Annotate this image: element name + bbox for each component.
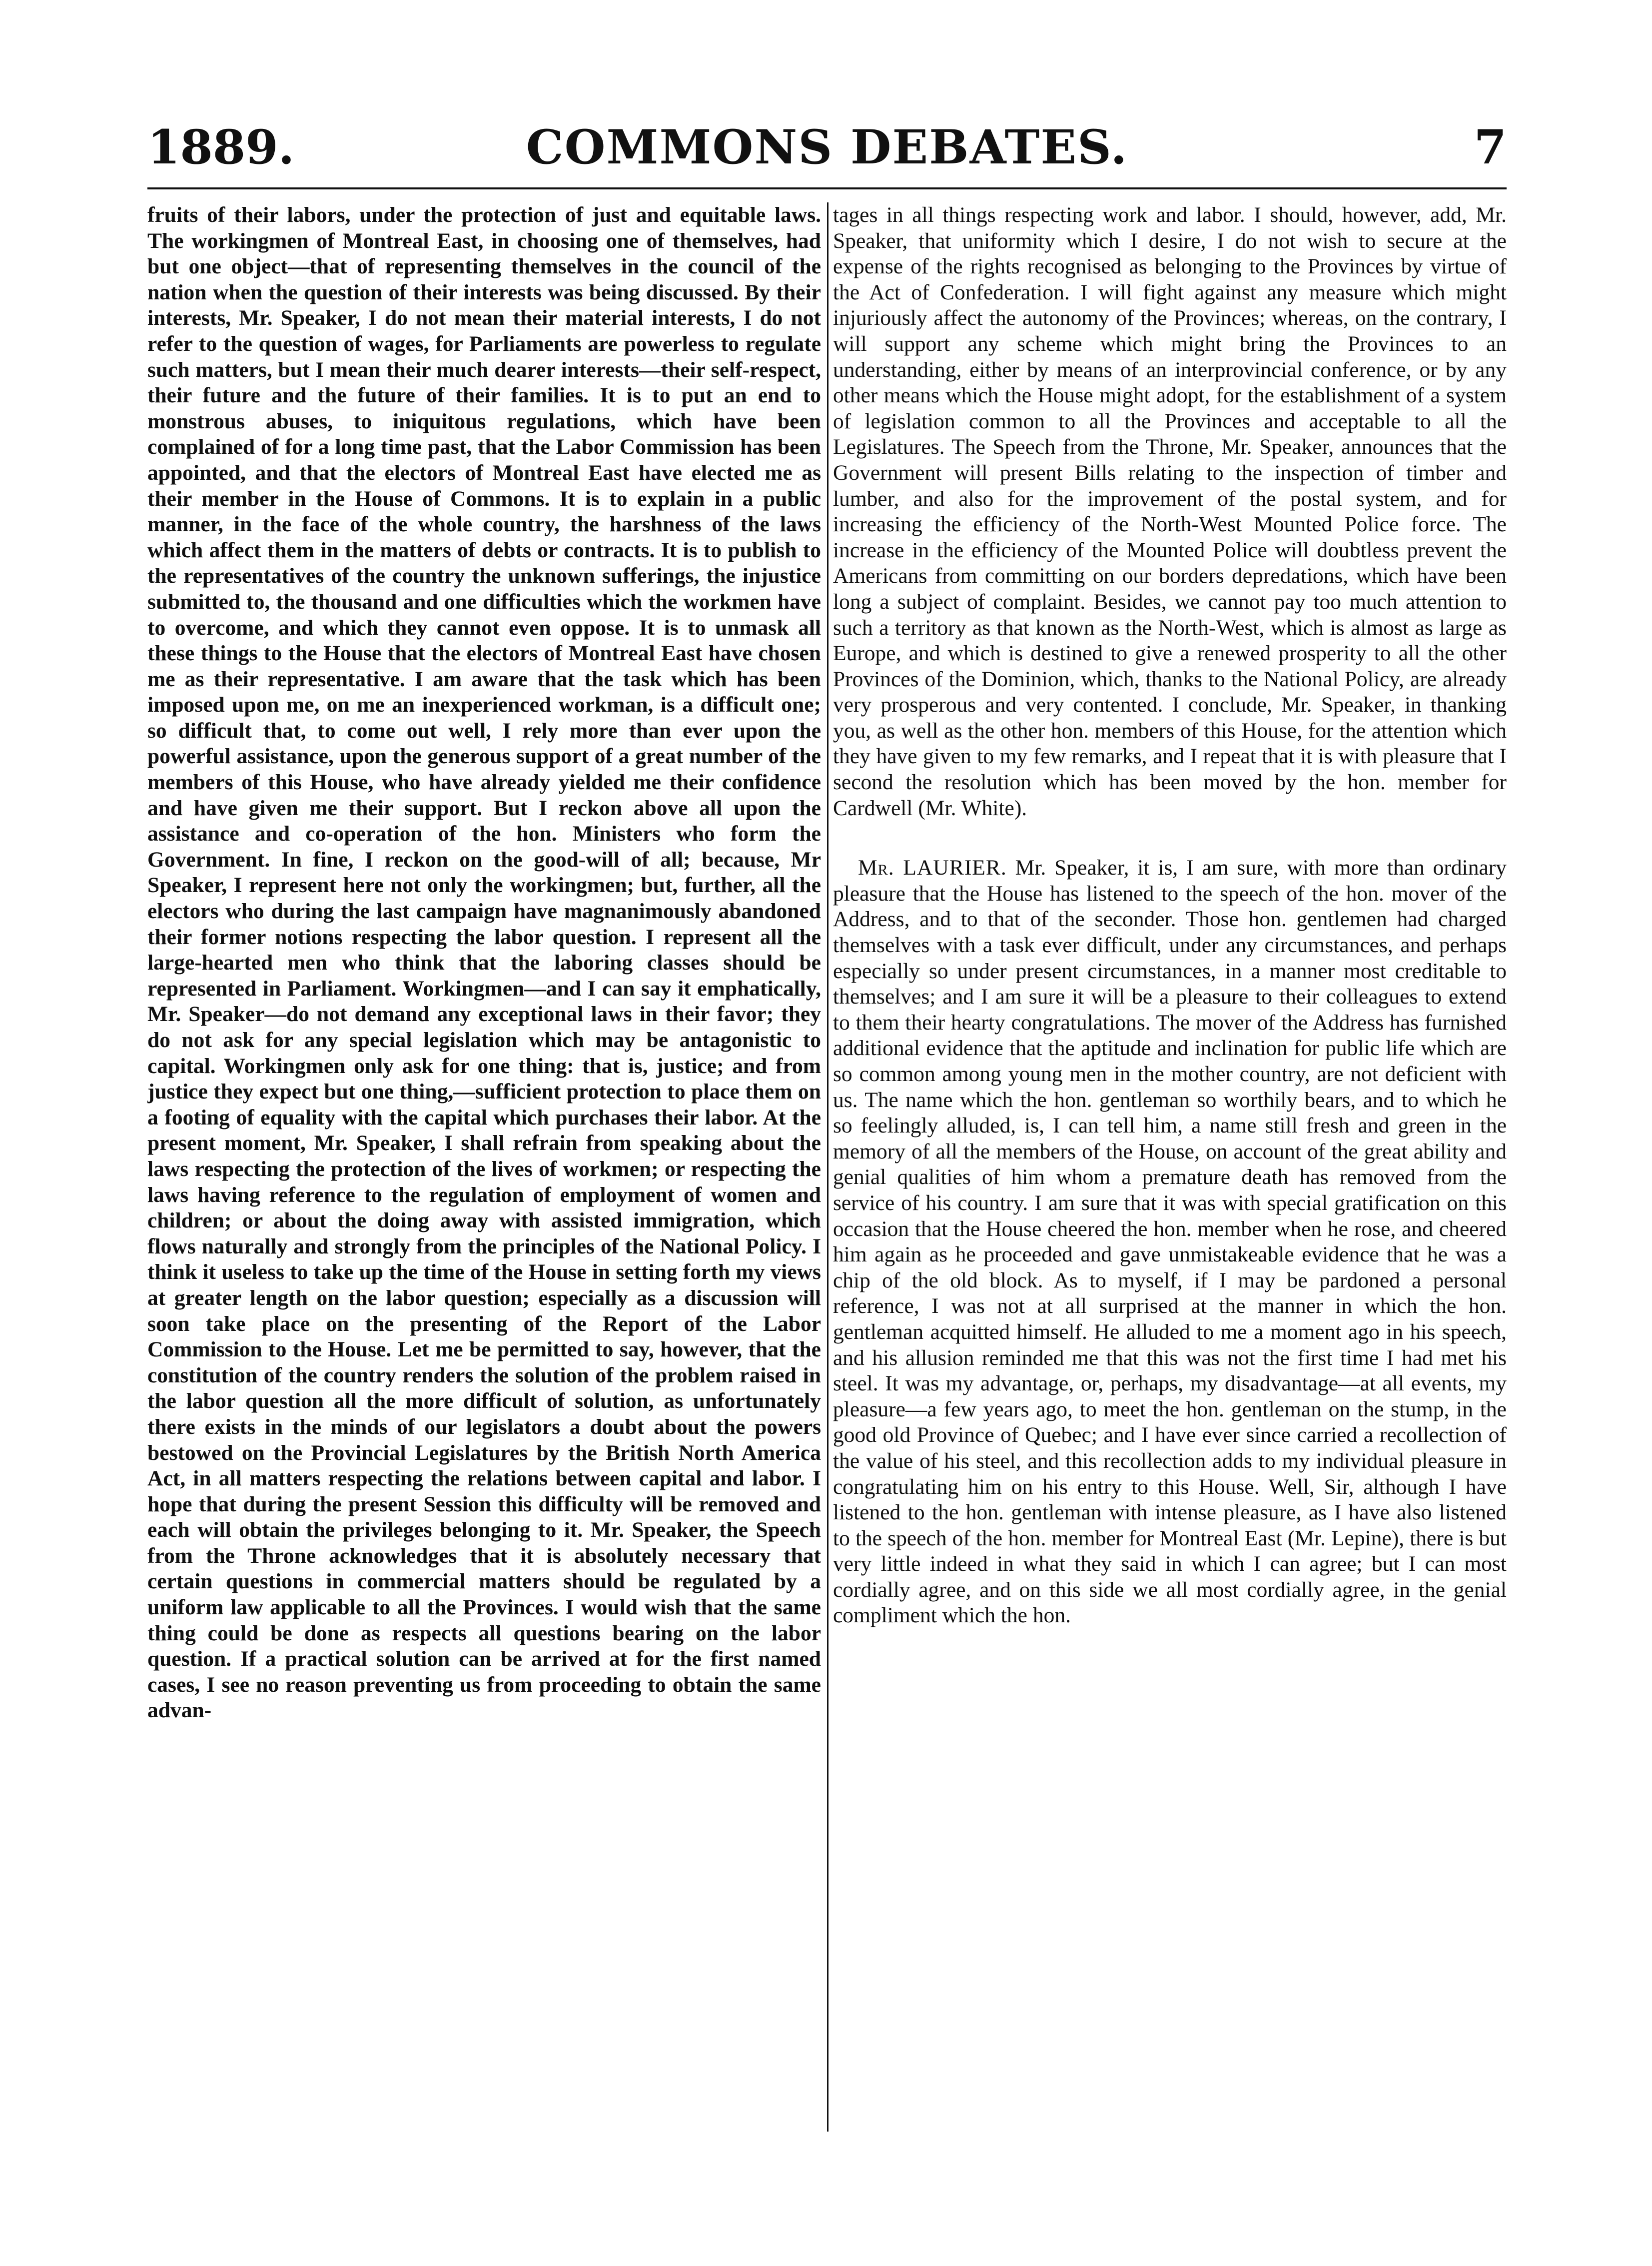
column-divider <box>827 202 828 2132</box>
page-title: COMMONS DEBATES. <box>526 120 1128 175</box>
right-paragraph: tages in all things respecting work and labor. I should, however, add, Mr. Speaker, that uniformity which I desire, I do not wish to secure at the expense of the rights recognised as belonging to the Provinces by virtue of the Act of Confederation. I will fight against any measure which might injuriously affect the autonomy of the Provinces; whereas, on the contrary, I will support any scheme which might bring the Provinces to an understanding, either by means of an interprovincial conference, or by any other means which the House might adopt, for the establishment of a system of legislation common to all the Provinces and acceptable to all the Legislatures. The Speech from the Throne, Mr. Speaker, announces that the Government will present Bills relating to the inspection of timber and lumber, and also for the improvement of the postal system, and for increasing the efficiency of the North-West Mounted Police force. The increase in the efficiency of the Mounted Police will doubtless prevent the Americans from committing on our borders depredations, which have been long a subject of complaint. Besides, we cannot pay too much attention to such a territory as that known as the North-West, which is almost as large as Europe, and which is destined to give a renewed prosperity to all the other Provinces of the Dominion, which, thanks to the National Policy, are already very prosperous and very contented. I conclude, Mr. Speaker, in thanking you, as well as the other hon. members of this House, for the attention which they have given to my few remarks, and I repeat that it is with pleasure that I second the resolution which has been moved by the hon. member for Cardwell (Mr. White). <box>833 203 1507 820</box>
page <box>147 110 1507 2209</box>
page-header <box>147 110 1507 189</box>
speaker-name: Mr. LAURIER. <box>858 856 1007 880</box>
text-columns <box>147 202 1507 2132</box>
left-column <box>147 202 821 2132</box>
laurier-speech-text: Mr. Speaker, it is, I am sure, with more than ordinary pleasure that the House has listened to the speech of the hon. mover of the Address, and to that of the seconder. Those hon. gentlemen had charged themselves with a task ever difficult, under any circumstances, and perhaps especially so under present circumstances, in a manner most creditable to themselves; and I am sure it will be a pleasure to their colleagues to extend to them their hearty congratulations. The mover of the Address has furnished additional evidence that the aptitude and inclination for public life which are so common among young men in the mother country, are not deficient with us. The name which the hon. gentleman so worthily bears, and to which he so feelingly alluded, is, I can tell him, a name still fresh and green in the memory of all the members of the House, on account of the great ability and genial qualities of him whom a premature death has removed from the service of his country. I am sure that it was with special gratification on this occasion that the House cheered the hon. member when he rose, and cheered him again as he proceeded and gave unmistakeable evidence that he was a chip of the old block. As to myself, if I may be pardoned a personal reference, I was not at all surprised at the manner in which the hon. gentleman acquitted himself. He alluded to me a moment ago in his speech, and his allusion reminded me that this was not the first time I had met his steel. It was my advantage, or, perhaps, my disadvantage—at all events, my pleasure—a few years ago, to meet the hon. gentleman on the stump, in the good old Province of Quebec; and I have ever since carried a recollection of the value of his steel, and this recollection adds to my individual pleasure in congratulating him on his entry to this House. Well, Sir, although I have listened to the hon. gentleman with intense pleasure, as I have also listened to the speech of the hon. member for Montreal East (Mr. Lepine), there is but very little indeed in what they said in which I can agree; but I can most cordially agree, and on this side we all most cordially agree, in the genial compliment which the hon. <box>833 856 1507 1628</box>
laurier-speech <box>833 855 1507 1629</box>
page-number: 7 <box>1474 120 1507 175</box>
page-year: 1889. <box>147 120 295 175</box>
left-paragraph: fruits of their labors, under the protection of just and equitable laws. The workingmen of Montreal East, in choosing one of themselves, had but one object—that of representing themselves in the council of the nation when the question of their interests was being discussed. By their interests, Mr. Speaker, I do not mean their material interests, I do not refer to the question of wages, for Parliaments are powerless to regulate such matters, but I mean their much dearer interests—their self-respect, their future and the future of their families. It is to put an end to monstrous abuses, to iniquitous regulations, which have been complained of for a long time past, that the Labor Commission has been appointed, and that the electors of Montreal East have elected me as their member in the House of Commons. It is to explain in a public manner, in the face of the whole country, the harshness of the laws which affect them in the matters of debts or contracts. It is to publish to the representatives of the country the unknown sufferings, the injustice submitted to, the thousand and one difficulties which the workmen have to overcome, and which they cannot even oppose. It is to unmask all these things to the House that the electors of Montreal East have chosen me as their representative. I am aware that the task which has been imposed upon me, on me an inexperienced workman, is a difficult one; so difficult that, to come out well, I rely more than ever upon the powerful assistance, upon the generous support of a great number of the members of this House, who have already yielded me their confidence and have given me their support. But I reckon above all upon the assistance and co-operation of the hon. Ministers who form the Government. In fine, I reckon on the good-will of all; because, Mr Speaker, I represent here not only the workingmen; but, further, all the electors who during the last campaign have magnanimously abandoned their former notions respecting the labor question. I represent all the large-hearted men who think that the laboring classes should be represented in Parliament. Workingmen—and I can say it emphatically, Mr. Speaker—do not demand any exceptional laws in their favor; they do not ask for any special legislation which may be antagonistic to capital. Workingmen only ask for one thing: that is, justice; and from justice they expect but one thing,—sufficient protection to place them on a footing of equality with the capital which purchases their labor. At the present moment, Mr. Speaker, I shall refrain from speaking about the laws respecting the protection of the lives of workmen; or respecting the laws having reference to the regulation of employment of women and children; or about the doing away with assisted immigration, which flows naturally and strongly from the principles of the National Policy. I think it useless to take up the time of the House in setting forth my views at greater length on the labor question; especially as a discussion will soon take place on the presenting of the Report of the Labor Commission to the House. Let me be permitted to say, however, that the constitution of the country renders the solution of the problem raised in the labor question all the more difficult of solution, as unfortunately there exists in the minds of our legislators a doubt about the powers bestowed on the Provincial Legislatures by the British North America Act, in all matters respecting the relations between capital and labor. I hope that during the present Session this difficulty will be removed and each will obtain the privileges belonging to it. Mr. Speaker, the Speech from the Throne acknowledges that it is absolutely necessary that certain questions in commercial matters should be regulated by a uniform law applicable to all the Provinces. I would wish that the same thing could be done as respects all questions bearing on the labor question. If a practical solution can be arrived at for the first named cases, I see no reason preventing us from proceeding to obtain the same advan- <box>147 203 821 1723</box>
right-column <box>833 202 1507 2132</box>
